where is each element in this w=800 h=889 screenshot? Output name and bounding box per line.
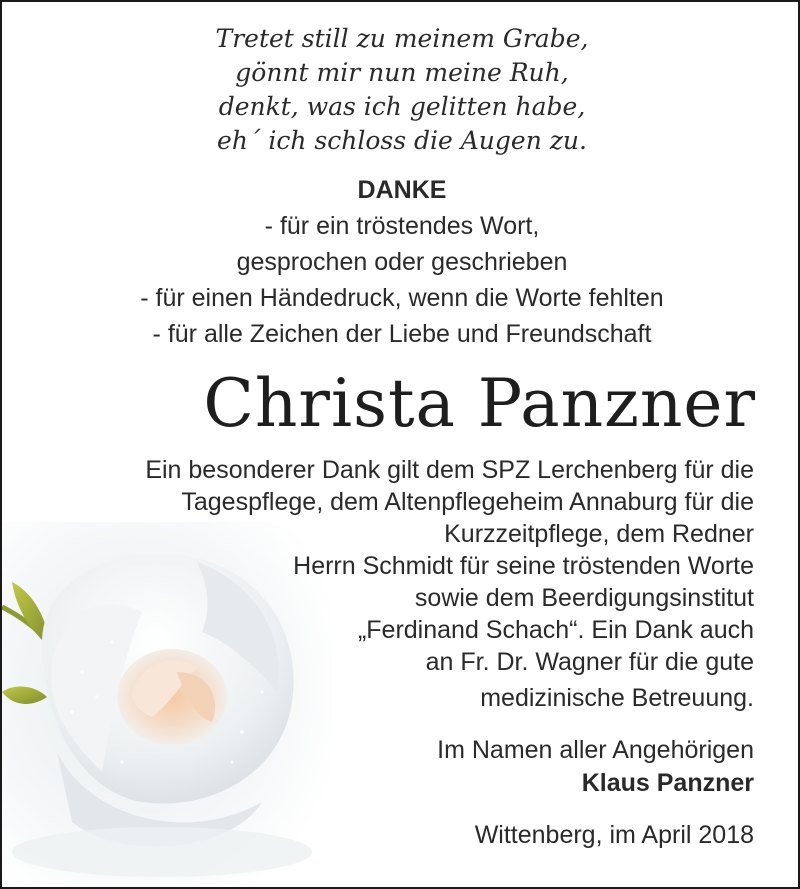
place-date: Wittenberg, im April 2018	[474, 821, 754, 849]
poem-line: gönnt mir nun meine Ruh,	[235, 58, 569, 87]
poem-line: eh´ ich schloss die Augen zu.	[217, 126, 587, 155]
thanks-line: Ein besonderer Dank gilt dem SPZ Lerchenberg für die	[145, 456, 754, 484]
thanks-line: Herrn Schmidt für seine tröstenden Worte	[293, 552, 754, 580]
danke-section	[2, 172, 800, 352]
signature-block	[437, 734, 754, 800]
poem-line: denkt, was ich gelitten habe,	[218, 92, 586, 121]
thanks-paragraph	[145, 454, 754, 714]
danke-line: - für ein tröstendes Wort,	[264, 212, 540, 240]
danke-line: - für alle Zeichen der Liebe und Freundschaft	[152, 320, 652, 348]
thanks-line: sowie dem Beerdigungsinstitut	[414, 584, 754, 612]
thanks-line: Tagespflege, dem Altenpflegeheim Annaburg für die	[181, 488, 754, 516]
thanks-line: Kurzzeitpflege, dem Redner	[444, 520, 754, 548]
poem-line: Tretet still zu meinem Grabe,	[215, 24, 589, 53]
signature-intro: Im Namen aller Angehörigen	[437, 736, 754, 764]
danke-title: DANKE	[357, 176, 447, 204]
deceased-name: Christa Panzner	[203, 365, 756, 442]
thanks-line: medizinische Betreuung.	[480, 684, 754, 712]
danke-line: - für einen Händedruck, wenn die Worte fehlten	[140, 284, 664, 312]
thanks-line: „Ferdinand Schach“. Ein Dank auch	[357, 616, 754, 644]
thanks-line: an Fr. Dr. Wagner für die gute	[425, 648, 754, 676]
signature-name: Klaus Panzner	[581, 769, 754, 797]
danke-line: gesprochen oder geschrieben	[236, 248, 568, 276]
poem	[2, 22, 800, 158]
